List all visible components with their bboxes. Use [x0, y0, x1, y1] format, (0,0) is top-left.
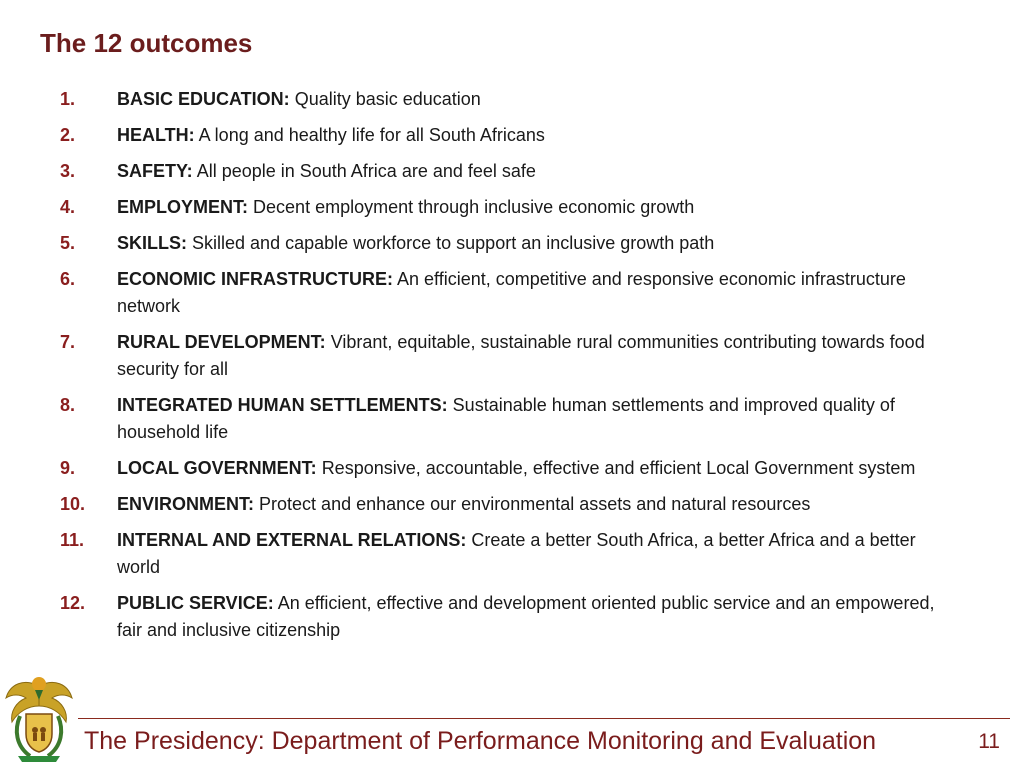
outcome-label: ENVIRONMENT: [117, 494, 255, 514]
outcome-description: All people in South Africa are and feel safe [196, 161, 536, 181]
outcome-description: Decent employment through inclusive economic growth [253, 197, 695, 217]
outcome-label: ECONOMIC INFRASTRUCTURE: [117, 269, 393, 289]
outcome-item [60, 86, 950, 113]
outcome-number: 7. [60, 332, 76, 352]
outcome-text [117, 158, 950, 185]
outcome-label: EMPLOYMENT: [117, 197, 249, 217]
footer-department-name: The Presidency: Department of Performance Monitoring and Evaluation [84, 727, 877, 755]
outcome-item [60, 329, 950, 383]
outcome-text [117, 590, 950, 644]
outcome-description: Responsive, accountable, effective and efficient Local Government system [321, 458, 916, 478]
outcome-text [117, 194, 950, 221]
outcome-description: Quality basic education [294, 89, 481, 109]
page-number: 11 [978, 730, 1000, 753]
outcome-label: SKILLS: [117, 233, 187, 253]
outcome-description: Sustainable human settlements and improved quality of household life [117, 395, 895, 442]
outcome-text [117, 527, 950, 581]
outcome-item [60, 527, 950, 581]
outcome-item [60, 392, 950, 446]
slide-title: The 12 outcomes [40, 28, 253, 58]
outcome-item [60, 455, 950, 482]
outcome-item [60, 491, 950, 518]
outcome-text [117, 329, 950, 383]
outcome-number: 4. [60, 197, 76, 217]
outcome-item [60, 230, 950, 257]
outcome-number: 11. [60, 530, 85, 550]
outcome-text [117, 86, 950, 113]
outcome-number: 10. [60, 494, 86, 514]
outcome-item [60, 266, 950, 320]
outcome-number: 12. [60, 593, 86, 613]
outcome-description: Vibrant, equitable, sustainable rural communities contributing towards food security for all [117, 332, 925, 379]
outcome-text [117, 122, 950, 149]
outcome-item [60, 590, 950, 644]
outcome-number: 8. [60, 395, 76, 415]
outcome-label: HEALTH: [117, 125, 195, 145]
outcome-label: RURAL DEVELOPMENT: [117, 332, 326, 352]
outcome-description: Skilled and capable workforce to support an inclusive growth path [192, 233, 715, 253]
outcome-number: 3. [60, 161, 76, 181]
outcome-label: INTEGRATED HUMAN SETTLEMENTS: [117, 395, 448, 415]
outcome-text [117, 491, 950, 518]
outcome-item [60, 122, 950, 149]
outcome-label: SAFETY: [117, 161, 193, 181]
outcome-number: 2. [60, 125, 76, 145]
outcome-description: An efficient, competitive and responsive economic infrastructure network [117, 269, 906, 316]
outcome-text [117, 266, 950, 320]
outcome-label: INTERNAL AND EXTERNAL RELATIONS: [117, 530, 467, 550]
outcome-item [60, 158, 950, 185]
outcome-item [60, 194, 950, 221]
outcome-description: Protect and enhance our environmental assets and natural resources [259, 494, 811, 514]
outcome-text [117, 392, 950, 446]
outcome-text [117, 230, 950, 257]
outcomes-list [60, 86, 950, 653]
outcome-number: 6. [60, 269, 76, 289]
outcome-text [117, 455, 950, 482]
outcome-description: Create a better South Africa, a better Africa and a better world [117, 530, 916, 577]
coat-of-arms-icon [2, 672, 76, 766]
outcome-description: A long and healthy life for all South Africans [198, 125, 545, 145]
outcome-label: PUBLIC SERVICE: [117, 593, 274, 613]
outcome-description: An efficient, effective and development oriented public service and an empowered, fair and inclusive citizenship [117, 593, 935, 640]
outcome-label: LOCAL GOVERNMENT: [117, 458, 317, 478]
footer-divider [78, 718, 1010, 719]
outcome-label: BASIC EDUCATION: [117, 89, 290, 109]
outcome-number: 1. [60, 89, 76, 109]
outcome-number: 5. [60, 233, 76, 253]
outcome-number: 9. [60, 458, 76, 478]
